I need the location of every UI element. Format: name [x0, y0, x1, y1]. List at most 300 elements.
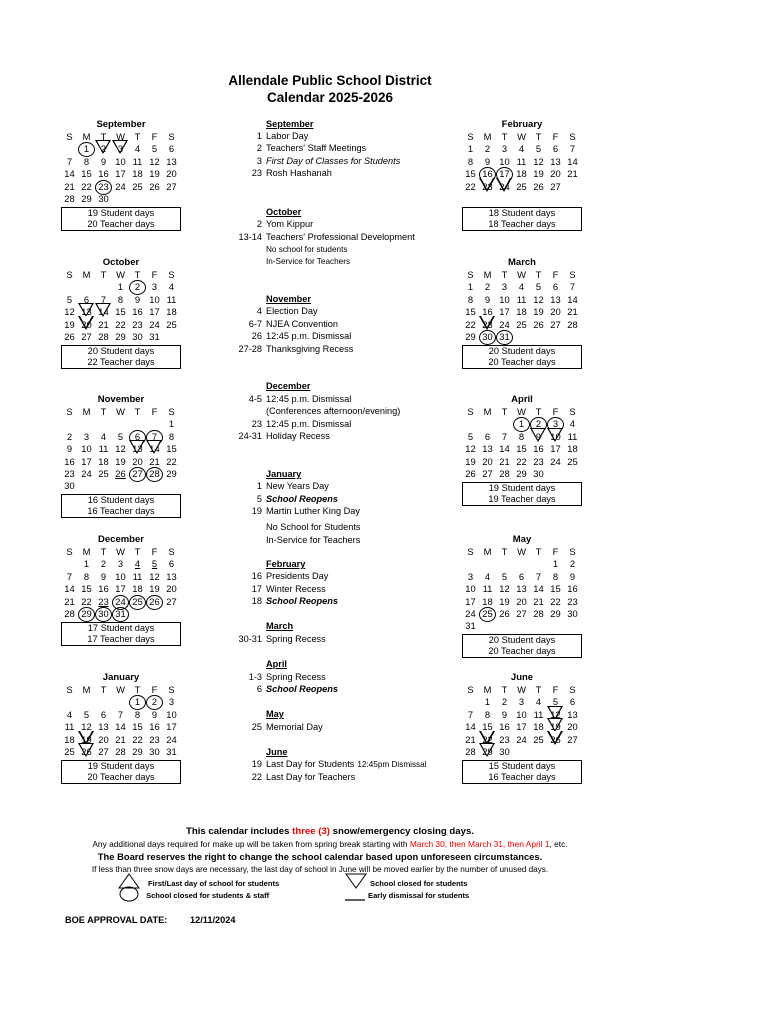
day-number: 5 [117, 430, 124, 442]
weekday-header: M [82, 406, 91, 417]
weekday-header: T [134, 684, 141, 695]
weekday-header: S [569, 546, 576, 557]
day-cell [513, 418, 530, 430]
day-number: 24 [465, 608, 476, 620]
day-number: 13 [98, 721, 109, 733]
day-number: 28 [98, 331, 109, 343]
day-number: 25 [132, 595, 143, 607]
day-number: 27 [98, 746, 109, 758]
day-number: 20 [550, 306, 561, 318]
day-cell [564, 306, 581, 318]
day-number: 13 [550, 293, 561, 305]
day-cell [513, 734, 530, 746]
day-cell [547, 596, 564, 608]
day-cell [95, 319, 112, 331]
day-number: 1 [83, 143, 90, 155]
day-number: 6 [168, 143, 175, 155]
teacher-days: 18 Teacher days [488, 219, 556, 230]
day-cell [564, 709, 581, 721]
teacher-days: 20 Teacher days [488, 645, 556, 656]
day-number: 21 [533, 595, 544, 607]
day-cell [530, 709, 547, 721]
day-cell [112, 143, 129, 155]
event-description: Labor Day [266, 131, 309, 141]
day-cell [146, 746, 163, 758]
student-days: 19 Student days [87, 208, 155, 219]
weekday-header: S [467, 269, 474, 280]
day-cell [146, 608, 163, 620]
day-number: 3 [117, 143, 124, 155]
day-cell [129, 734, 146, 746]
day-cell [78, 281, 95, 293]
event-description: School Reopens [266, 684, 338, 694]
day-number: 8 [83, 155, 90, 167]
day-number: 4 [569, 418, 576, 430]
day-cell [129, 168, 146, 180]
footer-board: The Board reserves the right to change the school calendar based upon unforeseen circumstances. [97, 851, 543, 862]
day-cell [112, 558, 129, 570]
day-cell [496, 558, 513, 570]
event-row [228, 418, 351, 430]
day-cell [146, 558, 163, 570]
day-number: 18 [132, 168, 143, 180]
event-row [228, 218, 313, 230]
event-description: May [266, 709, 284, 719]
day-number: 15 [550, 583, 561, 595]
day-number: 6 [134, 430, 141, 442]
day-cell [462, 168, 479, 180]
weekday-header: T [134, 546, 141, 557]
day-number: 26 [465, 468, 476, 480]
day-number: 18 [516, 306, 527, 318]
day-number: 10 [166, 708, 177, 720]
day-cell [547, 734, 564, 746]
day-number: 23 [98, 595, 109, 607]
day-cell [479, 294, 496, 306]
day-cell [129, 571, 146, 583]
event-row [228, 330, 351, 342]
event-row [228, 721, 323, 733]
event-description: No School for Students [266, 522, 361, 532]
day-number: 12 [115, 443, 126, 455]
event-description: New Years Day [266, 481, 329, 491]
weekday-header: S [569, 406, 576, 417]
day-cell [112, 319, 129, 331]
day-number: 22 [132, 733, 143, 745]
day-cell [530, 443, 547, 455]
day-cell [95, 431, 112, 443]
weekday-header: S [569, 684, 576, 695]
day-cell [479, 696, 496, 708]
event-date: 23 [251, 419, 262, 429]
weekday-header: S [569, 131, 576, 142]
day-cell [112, 746, 129, 758]
weekday-header: S [168, 684, 175, 695]
day-cell [496, 306, 513, 318]
day-cell [462, 319, 479, 331]
day-number: 19 [64, 318, 75, 330]
day-cell [95, 468, 112, 480]
day-number: 4 [168, 281, 175, 293]
day-number: 24 [115, 180, 126, 192]
day-number: 17 [115, 583, 126, 595]
day-cell [112, 181, 129, 193]
weekday-header: T [100, 684, 107, 695]
day-number: 23 [482, 318, 493, 330]
student-days: 18 Student days [488, 208, 556, 219]
day-cell [530, 143, 547, 155]
event-description: School Reopens [266, 596, 338, 606]
day-cell [513, 468, 530, 480]
day-cell [112, 193, 129, 205]
day-cell [530, 721, 547, 733]
event-date: 22 [251, 772, 262, 782]
day-number: 29 [81, 193, 92, 205]
teacher-days: 17 Teacher days [87, 634, 155, 645]
day-cell [61, 596, 78, 608]
weekday-header: F [552, 131, 559, 142]
day-number: 21 [567, 306, 578, 318]
day-cell [129, 583, 146, 595]
day-cell [479, 583, 496, 595]
day-number: 20 [132, 455, 143, 467]
day-number: 6 [100, 708, 107, 720]
day-cell [112, 734, 129, 746]
day-number: 27 [132, 468, 143, 480]
weekday-header: F [151, 546, 158, 557]
day-cell [112, 443, 129, 455]
day-cell [479, 143, 496, 155]
event-row [228, 142, 366, 154]
day-cell [513, 456, 530, 468]
day-cell [78, 709, 95, 721]
weekday-header: T [100, 131, 107, 142]
day-number: 4 [134, 558, 141, 570]
day-number: 1 [552, 558, 559, 570]
event-date: 18 [251, 596, 262, 606]
day-number: 29 [550, 608, 561, 620]
day-number: 20 [567, 721, 578, 733]
day-cell [129, 143, 146, 155]
day-number: 8 [484, 708, 491, 720]
days-summary-box [462, 207, 582, 231]
day-cell [163, 319, 180, 331]
calendar-year-title: Calendar 2025-2026 [266, 90, 394, 105]
day-cell [462, 746, 479, 758]
day-cell [513, 168, 530, 180]
day-cell [564, 418, 581, 430]
weekday-header: S [467, 131, 474, 142]
day-cell [78, 168, 95, 180]
day-cell [496, 583, 513, 595]
legend-down-triangle-icon [345, 873, 367, 889]
day-cell [462, 620, 479, 632]
event-row [228, 658, 287, 670]
weekday-header: F [151, 684, 158, 695]
day-number: 4 [100, 430, 107, 442]
day-number: 30 [482, 331, 493, 343]
day-number: 3 [552, 418, 559, 430]
day-number: 14 [533, 583, 544, 595]
student-days: 17 Student days [87, 623, 155, 634]
day-number: 25 [98, 468, 109, 480]
footer-makeup: Any additional days required for make up will be taken from spring break starting with March 30, then March 31, then April 1, etc. [92, 839, 568, 849]
day-number: 11 [482, 583, 493, 595]
day-cell [513, 746, 530, 758]
event-description: First Day of Classes for Students [266, 156, 401, 166]
event-description: Teachers' Professional Development [266, 232, 415, 242]
day-number: 26 [115, 468, 126, 480]
day-number: 19 [550, 721, 561, 733]
day-cell [61, 181, 78, 193]
day-cell [163, 721, 180, 733]
day-number: 4 [518, 281, 525, 293]
day-cell [146, 281, 163, 293]
footer-unused: If less than three snow days are necessary, the last day of school in June will be moved earlier by the number of unused days. [91, 865, 549, 874]
day-cell [547, 558, 564, 570]
day-cell [61, 608, 78, 620]
day-cell [479, 620, 496, 632]
day-cell [61, 558, 78, 570]
event-row [228, 343, 353, 355]
event-date: 4 [256, 306, 262, 316]
day-cell [61, 583, 78, 595]
district-title: Allendale Public School District [228, 73, 432, 88]
day-cell [78, 331, 95, 343]
day-number: 16 [98, 583, 109, 595]
day-number: 10 [550, 430, 561, 442]
day-number: 5 [501, 570, 508, 582]
weekday-header: S [467, 546, 474, 557]
event-row [228, 746, 287, 758]
day-number: 21 [567, 168, 578, 180]
event-date: 1 [256, 481, 262, 491]
day-number: 25 [64, 746, 75, 758]
event-date: 13-14 [238, 232, 262, 242]
event-row [228, 671, 326, 683]
weekday-header: F [552, 684, 559, 695]
day-cell [513, 608, 530, 620]
day-cell [78, 143, 95, 155]
event-description: April [266, 659, 287, 669]
day-number: 17 [149, 306, 160, 318]
day-cell [146, 168, 163, 180]
student-days: 15 Student days [488, 761, 556, 772]
day-number: 28 [499, 468, 510, 480]
weekday-header: S [66, 684, 73, 695]
day-number: 4 [134, 143, 141, 155]
day-cell [95, 583, 112, 595]
day-cell [129, 418, 146, 430]
day-number: 11 [533, 708, 544, 720]
day-cell [146, 193, 163, 205]
event-description: Last Day for Teachers [266, 772, 356, 782]
day-cell [564, 571, 581, 583]
day-cell [112, 468, 129, 480]
event-row [228, 758, 427, 770]
days-summary-box [61, 345, 181, 369]
day-number: 29 [465, 331, 476, 343]
day-number: 18 [533, 721, 544, 733]
day-number: 18 [166, 306, 177, 318]
event-description: Martin Luther King Day [266, 506, 360, 516]
day-number: 17 [516, 721, 527, 733]
month-may [462, 534, 582, 658]
day-cell [462, 571, 479, 583]
day-number: 25 [567, 455, 578, 467]
day-number: 28 [64, 193, 75, 205]
day-cell [530, 281, 547, 293]
event-row [228, 534, 360, 546]
day-cell [496, 721, 513, 733]
day-cell [496, 294, 513, 306]
weekday-header: W [116, 131, 125, 142]
day-cell [496, 608, 513, 620]
day-number: 24 [115, 595, 126, 607]
day-number: 21 [499, 455, 510, 467]
day-number: 18 [132, 583, 143, 595]
day-number: 28 [533, 608, 544, 620]
day-number: 5 [151, 558, 158, 570]
day-number: 20 [516, 595, 527, 607]
day-number: 17 [499, 306, 510, 318]
weekday-header: T [535, 269, 542, 280]
day-number: 9 [100, 570, 107, 582]
event-date: 24-31 [238, 431, 262, 441]
day-number: 1 [134, 696, 141, 708]
day-cell [61, 734, 78, 746]
day-cell [129, 306, 146, 318]
day-number: 14 [64, 168, 75, 180]
day-cell [547, 571, 564, 583]
day-number: 20 [482, 455, 493, 467]
event-date: 30-31 [238, 634, 262, 644]
day-number: 15 [482, 721, 493, 733]
event-date: 17 [251, 584, 262, 594]
weekday-header: F [552, 546, 559, 557]
day-cell [564, 294, 581, 306]
day-cell [61, 468, 78, 480]
day-number: 28 [567, 318, 578, 330]
day-number: 15 [81, 168, 92, 180]
day-cell [95, 418, 112, 430]
day-cell [547, 306, 564, 318]
event-description: Thanksgiving Recess [266, 344, 354, 354]
day-cell [112, 456, 129, 468]
event-row [228, 595, 338, 607]
day-cell [61, 168, 78, 180]
weekday-header: M [483, 131, 492, 142]
day-cell [129, 319, 146, 331]
day-number: 14 [567, 293, 578, 305]
student-days: 20 Student days [87, 346, 155, 357]
day-cell [479, 431, 496, 443]
day-number: 26 [533, 180, 544, 192]
day-cell [61, 294, 78, 306]
day-number: 12 [149, 155, 160, 167]
day-cell [146, 418, 163, 430]
weekday-header: T [501, 131, 508, 142]
day-number: 30 [98, 608, 109, 620]
day-number: 21 [465, 733, 476, 745]
day-cell [95, 156, 112, 168]
day-cell [95, 721, 112, 733]
event-row [228, 405, 400, 417]
day-number: 31 [149, 331, 160, 343]
day-number: 7 [66, 155, 73, 167]
event-description: Last Day for Students [266, 759, 355, 769]
day-number: 14 [149, 443, 160, 455]
day-number: 18 [516, 168, 527, 180]
day-number: 17 [499, 168, 510, 180]
teacher-days: 20 Teacher days [87, 772, 155, 783]
day-number: 27 [516, 608, 527, 620]
day-cell [163, 431, 180, 443]
day-number: 3 [518, 696, 525, 708]
day-number: 1 [83, 558, 90, 570]
day-number: 27 [550, 180, 561, 192]
event-description: 12:45 p.m. Dismissal [266, 419, 352, 429]
day-number: 21 [64, 180, 75, 192]
month-sep [61, 119, 181, 231]
event-date: 6 [256, 684, 262, 694]
day-cell [479, 443, 496, 455]
day-number: 20 [550, 168, 561, 180]
day-cell [146, 319, 163, 331]
day-cell [163, 418, 180, 430]
day-cell [146, 468, 163, 480]
day-number: 8 [83, 570, 90, 582]
day-number: 11 [166, 293, 177, 305]
day-number: 23 [533, 455, 544, 467]
day-number: 26 [149, 180, 160, 192]
day-number: 13 [482, 443, 493, 455]
day-cell [112, 608, 129, 620]
weekday-header: T [535, 131, 542, 142]
day-cell [496, 143, 513, 155]
student-days: 19 Student days [488, 483, 556, 494]
day-cell [146, 571, 163, 583]
day-cell [163, 306, 180, 318]
day-number: 12 [499, 583, 510, 595]
event-description: Holiday Recess [266, 431, 330, 441]
day-cell [95, 168, 112, 180]
day-number: 7 [66, 570, 73, 582]
weekday-header: M [82, 684, 91, 695]
day-number: 14 [115, 721, 126, 733]
day-cell [513, 721, 530, 733]
day-cell [462, 696, 479, 708]
day-number: 2 [501, 696, 508, 708]
day-cell [146, 306, 163, 318]
day-cell [462, 721, 479, 733]
weekday-header: M [82, 269, 91, 280]
day-cell [95, 480, 112, 492]
day-number: 15 [516, 443, 527, 455]
day-cell [513, 143, 530, 155]
teacher-days: 22 Teacher days [87, 357, 155, 368]
day-number: 8 [134, 708, 141, 720]
event-row [228, 633, 326, 645]
day-cell [513, 331, 530, 343]
day-number: 7 [535, 570, 542, 582]
day-cell [163, 181, 180, 193]
day-cell [112, 294, 129, 306]
day-number: 10 [115, 155, 126, 167]
day-number: 4 [518, 143, 525, 155]
event-row [228, 155, 400, 167]
weekday-header: W [517, 546, 526, 557]
